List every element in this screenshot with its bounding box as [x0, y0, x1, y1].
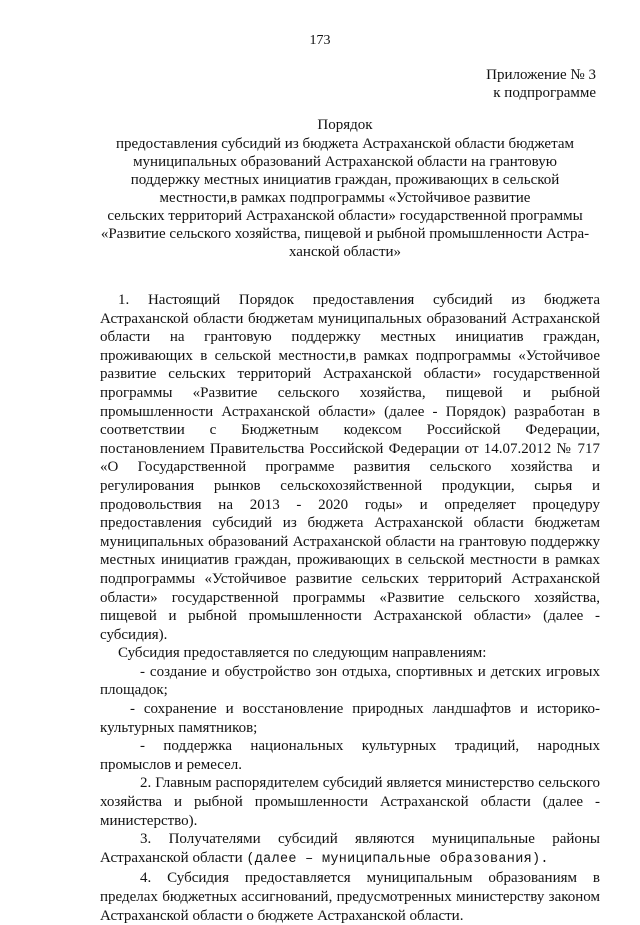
appendix-line-1: Приложение № 3 — [486, 67, 596, 83]
direction-item-3: - поддержка национальных культурных традиций, народных промыслов и ремесел. — [100, 738, 600, 773]
appendix-line-2: к подпрограмме — [493, 85, 596, 101]
appendix-caption — [486, 66, 596, 102]
title-line: муниципальных образований Астраханской области на грантовую — [133, 154, 557, 170]
document-body — [100, 291, 600, 925]
title-line: предоставления субсидий из бюджета Астраханской области бюджетам — [116, 136, 574, 152]
page-number: 173 — [309, 33, 331, 48]
title-line: поддержку местных инициатив граждан, проживающих в сельской — [130, 172, 560, 188]
paragraph-3-typed-insert: (далее – муниципальные образования). — [246, 851, 549, 867]
paragraph-3 — [100, 830, 600, 869]
title-heading: Порядок — [317, 117, 373, 133]
paragraph-3-main: 3. Получателями субсидий являются муниципальные районы Астраханской области — [100, 831, 600, 866]
title-line: местности,в рамках подпрограммы «Устойчивое развитие — [159, 190, 531, 206]
paragraph-1: 1. Настоящий Порядок предоставления субсидий из бюджета Астраханской области бюджетам муниципальных образований Астраханской области на грантовую поддержку местных инициатив граждан, проживающих в сельской местности,в рамках подпрограммы «Устойчивое развитие сельских территорий Астраханской области» государственной программы «Развитие сельского хозяйства, пищевой и рыбной промышленности Астраханской области» (далее - Порядок) разработан в соответствии с Бюджетным кодексом Российской Федерации, постановлением Правительства Российской Федерации от 14.07.2012 № 717 «О Государственной программе развития сельского хозяйства и регулирования рынков сельскохозяйственной продукции, сырья и продовольствия на 2013 - 2020 годы» и определяет процедуру предоставления субсидий из бюджета Астраханской области бюджетам муниципальных образований Астраханской области на грантовую поддержку местных инициатив граждан, проживающих в сельской местности в рамках подпрограммы «Устойчивое развитие сельских территорий Астраханской области» государственной программы «Развитие сельского хозяйства, пищевой и рыбной промышленности Астраханской области» (далее - субсидия). — [100, 292, 600, 643]
title-line: ханской области» — [288, 244, 402, 260]
title-line: сельских территорий Астраханской области» государственной программы — [107, 208, 583, 224]
paragraph-4: 4. Субсидия предоставляется муниципальным образованиям в пределах бюджетных ассигнований, предусмотренных министерству законом Астраханской области о бюджете Астраханской области. — [100, 870, 600, 924]
paragraph-directions-intro: Субсидия предоставляется по следующим направлениям: — [118, 645, 487, 662]
title-line: «Развитие сельского хозяйства, пищевой и рыбной промышленности Астра- — [100, 226, 590, 242]
direction-item-1: - создание и обустройство зон отдыха, спортивных и детских игровых площадок; — [100, 663, 600, 699]
document-title — [100, 116, 590, 261]
direction-item-2: - сохранение и восстановление природных ландшафтов и историко-культурных памятников; — [100, 701, 600, 736]
paragraph-2: 2. Главным распорядителем субсидий является министерство сельского хозяйства и рыбной промышленности Астраханской области (далее - министерство). — [100, 775, 600, 829]
